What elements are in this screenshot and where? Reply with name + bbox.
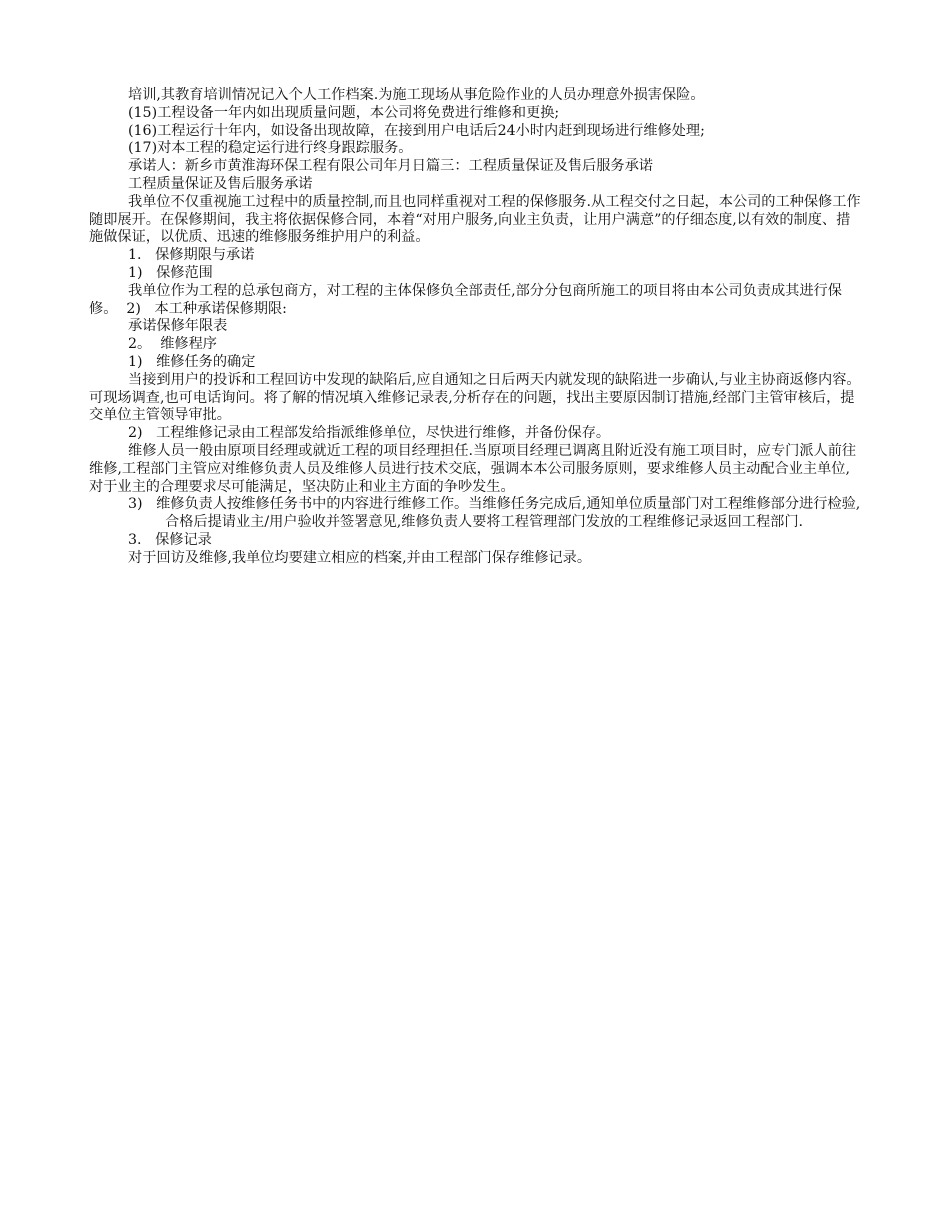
table-caption-warranty-years: 承诺保修年限表 [128,318,228,335]
list-item-15: (15)工程设备一年内如出现质量问题，本公司将免费进行维修和更换; [128,104,560,121]
paragraph-training-continuation: 培训,其教育培训情况记入个人工作档案.为施工现场从事危险作业的人员办理意外损害保险。 [128,87,705,103]
heading-warranty-period: 1. 保修期限与承诺 [128,247,255,264]
signature-line: 承诺人：新乡市黄淮海环保工程有限公司年月日篇三：工程质量保证及售后服务承诺 [128,158,653,175]
subheading-repair-record: 2) 工程维修记录由工程部发给指派维修单位，尽快进行维修，并备份保存。 [128,425,611,442]
paragraph-intro: 我单位不仅重视施工过程中的质量控制,而且也同样重视对工程的保修服务.从工程交付之日起，本公司的工种保修工作随即展开。在保修期间，我主将依据保修合同，本着“对用户服务,向业主负责，让用户满意”的仔细态度,以有效的制度、措施做保证，以优质、迅速的维修服务维护用户的利益。 [89,193,861,246]
list-item-16: (16)工程运行十年内，如设备出现故障，在接到用户电话后24小时内赶到现场进行维修处理; [128,122,705,139]
paragraph-warranty-scope: 我单位作为工程的总承包商方，对工程的主体保修负全部责任,部分分包商所施工的项目将由本公司负责成其进行保修。 2) 本工种承诺保修期限: [89,282,842,317]
paragraph-repair-task: 当接到用户的投诉和工程回访中发现的缺陷后,应自通知之日后两天内就发现的缺陷进一步确认,与业主协商返修内容。可现场调查,也可电话询问。将了解的情况填入维修记录表,分析存在的问题，找出主要原因制订措施,经部门主管审核后，提交单位主管领导审批。 [89,371,861,424]
heading-warranty-records: 3. 保修记录 [128,531,212,548]
subheading-warranty-scope: 1) 保修范围 [128,264,213,281]
list-item-repair-execution: 3) 维修负责人按维修任务书中的内容进行维修工作。当维修任务完成后,通知单位质量部门对工程维修部分进行检验,合格后提请业主/用户验收并签署意见,维修负责人要将工程管理部门发放的工程维修记录返回工程部门. [128,496,861,531]
document-body [0,87,950,568]
heading-repair-procedure: 2。 维修程序 [128,336,217,353]
paragraph-warranty-records: 对于回访及维修,我单位均要建立相应的档案,并由工程部门保存维修记录。 [128,549,592,566]
paragraph-repair-staff: 维修人员一般由原项目经理或就近工程的项目经理担任.当原项目经理已调离且附近没有施工项目时，应专门派人前往维修,工程部门主管应对维修负责人员及维修人员进行技术交底，强调本本公司服务原则，要求维修人员主动配合业主单位,对于业主的合理要求尽可能满足，坚决防止和业主方面的争吵发生。 [89,442,857,495]
section-title: 工程质量保证及售后服务承诺 [128,175,313,192]
list-item-17: (17)对本工程的稳定运行进行终身跟踪服务。 [128,140,413,157]
subheading-repair-task: 1) 维修任务的确定 [128,353,256,370]
